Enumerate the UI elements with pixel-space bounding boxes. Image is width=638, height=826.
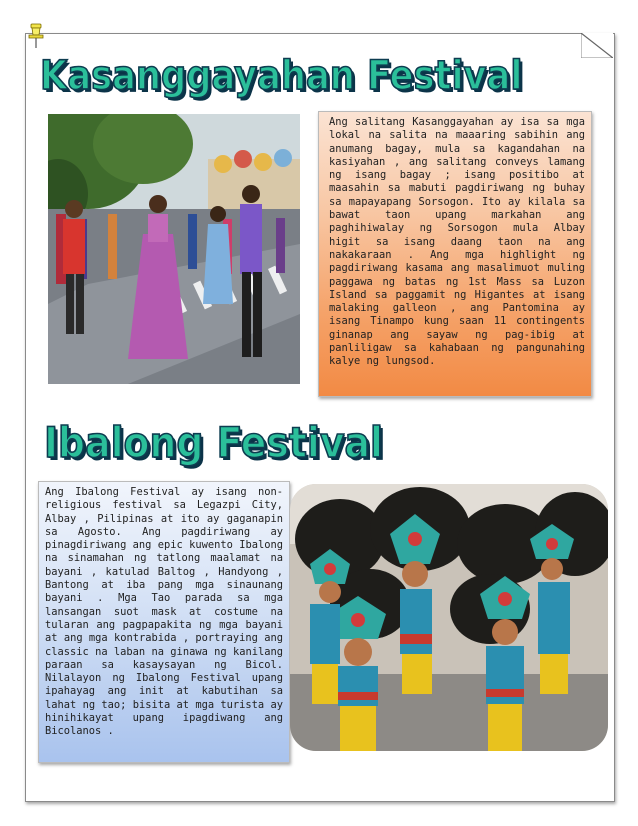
ibalong-photo <box>290 484 608 751</box>
ibalong-description-text: Ang Ibalong Festival ay isang non-religious festival sa Legazpi City, Albay , Pilipinas at ito ay gaganapin sa Agosto. Ang pagdiriwang ay pinagdiriwang ang epic kuwento Ibalong na sinamahan ng tatlong maalamat na bayani , katulad Baltog , Handyong , Bantong at iba pang mga sinaunang bayani . Mga Tao parada sa mga lansangan suot mask at costume na tularan ang pagpapakita ng mga bayani at ang mga kontrabida , portraying ang classic na laban na ginawa ng kanilang paraan sa kasaysayan ng Bicol. Nilalayon ng Ibalong Festival upang ipahayag ang init at kabutihan sa lahat ng tao; bisita at mga turista ay hinihikayat upang ipagdiwang ang Bicolanos . <box>45 486 283 738</box>
kasanggayahan-description-text: Ang salitang Kasanggayahan ay isa sa mga lokal na salita na maaaring sabihin ang anumang bagay, mula sa kagandahan na kasiyahan , ang salitang conveys lamang ng isang bagay ; isang positibo at maasahin sa mabuti pagdiriwang ng buhay sa mapayapang Sorsogon. Ito ay kilala sa bawat taon upang markahan ang paghihiwalay ng Sorsogon mula Albay higit sa isang daang taon na ang nakakaraan . Ang mga highlight ng pagdiriwang kasama ang masalimuot muling paggawa ng batas ng 1st Mass sa Luzon Island sa paggamit ng Higantes at isang malaking galleon , ang Pantomina ay isang Tinampo kung saan 11 contingents ginanap ang sayaw ng pag-ibig at panliligaw sa kahabaan ng pangunahing kalye ng lungsod. <box>329 116 585 368</box>
kasanggayahan-title: Kasanggayahan Festival <box>40 53 523 99</box>
kasanggayahan-photo <box>48 114 300 384</box>
kasanggayahan-description <box>318 111 592 397</box>
ibalong-description <box>38 481 290 763</box>
push-pin-icon <box>27 23 45 49</box>
page-fold-corner <box>581 33 613 58</box>
ibalong-title: Ibalong Festival <box>44 418 383 467</box>
